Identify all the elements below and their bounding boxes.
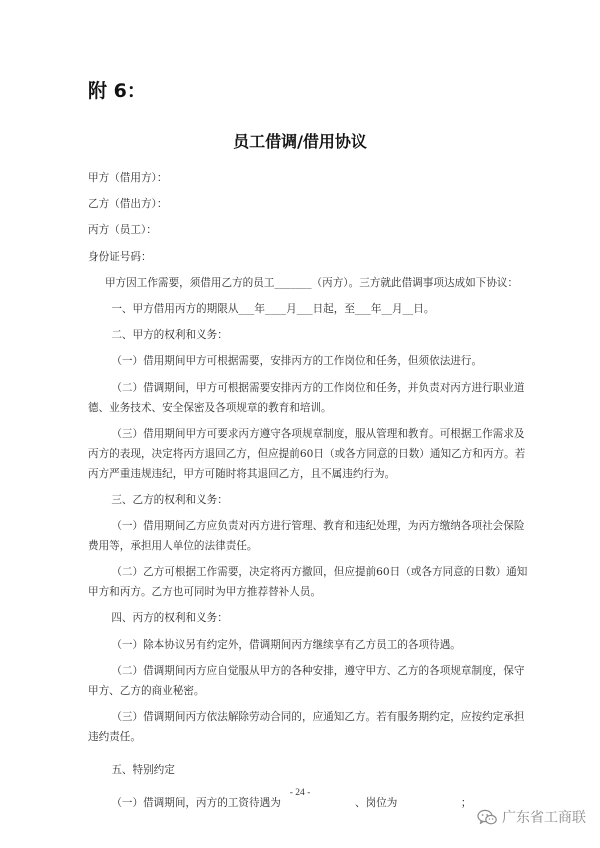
clause-2-2: （二）借调期间，甲方可根据需要安排丙方的工作岗位和任务，并负责对丙方进行职业道德、业务技术、安全保密及各项规章的教育和培训。 [88,381,525,414]
watermark [477,807,586,827]
clause-1: 一、甲方借用丙方的期限从___年____月___日起，至___年__月__日。 [111,302,435,315]
party-b-line: 乙方（借出方）： [88,198,168,211]
clause-2-3: （三）借用期间甲方可要求丙方遵守各项规章制度，服从管理和教育。可根据工作需求及丙方的表现，决定将丙方退回乙方，但应提前60日（或各方同意的日数）通知乙方和丙方。若丙方严重违规违纪，甲方可随时将其退回乙方，且不属违约行为。 [88,427,526,480]
clause-4-1: （一）除本协议另有约定外，借调期间丙方继续享有乙方员工的各项待遇。 [111,638,461,651]
clause-2-heading: 二、甲方的权利和义务： [111,329,228,342]
party-a-line: 甲方（借用方）： [88,172,168,184]
clause-5-1: （一）借调期间，丙方的工资待遇为 、岗位为 ； [111,797,472,809]
clause-3-2: （二）乙方可根据工作需要，决定将丙方撤回，但应提前60日（或各方同意的日数）通知甲方和丙方。乙方也可同时为甲方推荐替补人员。 [88,566,528,599]
document-title: 员工借调/借用协议 [233,132,367,151]
clause-5-heading: 五、特别约定 [111,764,175,776]
watermark-text: 广东省工商联 [502,810,586,826]
intro-paragraph: 甲方因工作需要，须借用乙方的员工_______（丙方）。三方就此借调事项达成如下协议： [104,276,519,289]
id-number-line: 身份证号码： [88,250,152,263]
clause-3-1: （一）借用期间乙方应负责对丙方进行管理、教育和违纪处理，为丙方缴纳各项社会保险费用等，承担用人单位的法律责任。 [88,520,525,553]
wechat-icon [477,809,497,826]
clause-4-2: （二）借调期间丙方应自觉服从甲方的各种安排，遵守甲方、乙方的各项规章制度，保守甲方、乙方的商业秘密。 [88,664,525,697]
clause-3-heading: 三、乙方的权利和义务： [111,493,228,506]
clause-4-3: （三）借调期间丙方依法解除劳动合同的，应通知乙方。若有服务期约定，应按约定承担违约责任。 [88,711,525,743]
agreement-body [88,168,528,813]
clause-4-heading: 四、丙方的权利和义务： [111,612,228,625]
page-number: - 24 - [289,788,311,798]
clause-2-1: （一）借用期间甲方可根据需要，安排丙方的工作岗位和任务，但须依法进行。 [111,355,483,368]
party-c-line: 丙方（员工）： [88,224,157,237]
attachment-label: 附 6： [88,80,146,102]
